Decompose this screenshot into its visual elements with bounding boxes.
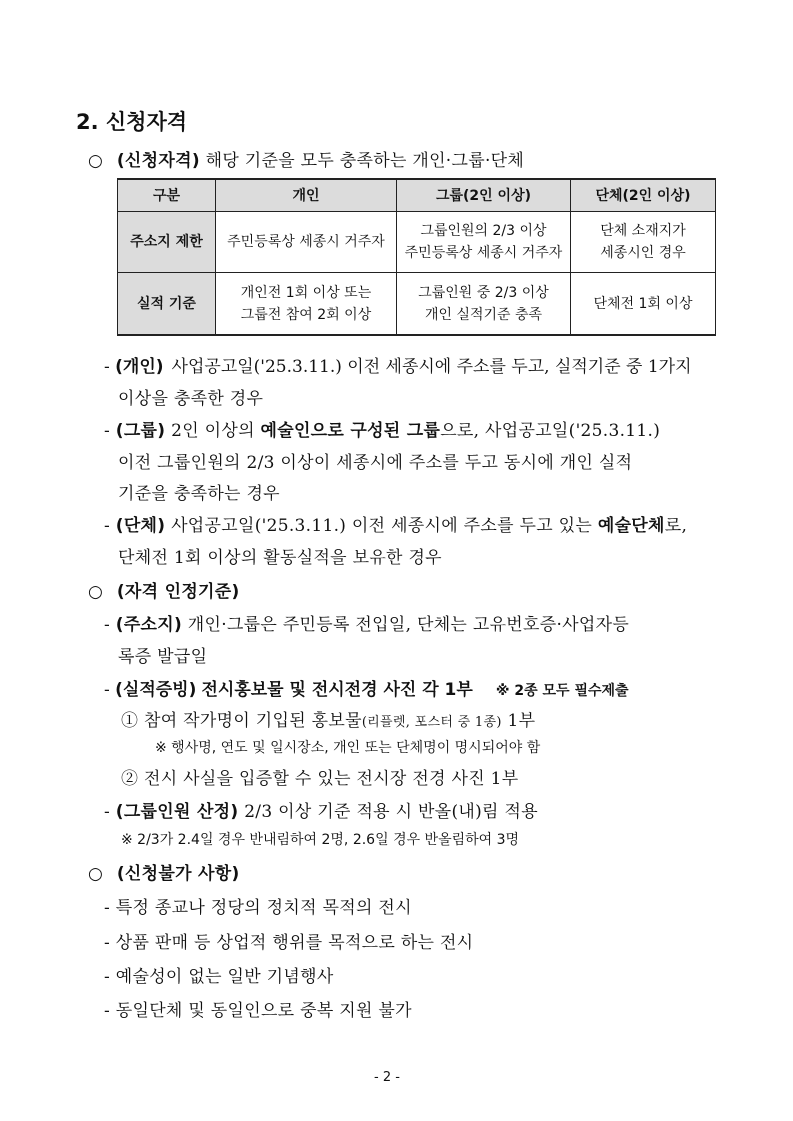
dash: -	[104, 802, 111, 822]
small-text: (리플렛, 포스터 중 1종)	[361, 715, 502, 730]
proof-note: ※ 2종 모두 필수제출	[495, 683, 629, 699]
table-header-cell: 그룹(2인 이상)	[397, 179, 571, 212]
cell-line: 개인전 1회 이상 또는	[240, 284, 372, 301]
section-heading: 2. 신청자격	[76, 110, 188, 134]
cell-line: 그룹인원의 2/3 이상	[420, 223, 547, 239]
text: 상품 판매 등 상업적 행위를 목적으로 하는 전시	[115, 933, 474, 953]
proof-item-1	[121, 706, 535, 731]
proof-item-2	[121, 764, 519, 789]
organization-line-2: 단체전 1회 이상의 활동실적을 보유한 경우	[118, 548, 442, 568]
circled-number: ①	[121, 711, 139, 731]
criteria-heading	[88, 577, 240, 602]
text: 1부	[507, 711, 536, 731]
address-block	[104, 610, 716, 667]
dash: -	[104, 421, 111, 441]
table-header-cell: 단체(2인 이상)	[571, 179, 716, 212]
proof-item-1-note: ※ 행사명, 연도 및 일시장소, 개인 또는 단체명이 명시되어야 함	[155, 740, 541, 756]
cell-line: 단체 소재지가	[600, 223, 686, 239]
eligibility-table	[117, 178, 716, 336]
proof-title: 전시홍보물 및 전시전경 사진 각 1부	[201, 680, 473, 700]
text: 참여 작가명이 기입된 홍보물	[144, 711, 362, 731]
table-cell	[216, 212, 397, 273]
dash: -	[104, 357, 110, 377]
table-cell	[571, 212, 716, 273]
address-line-1	[104, 610, 716, 636]
row-label: 주소지 제한	[118, 212, 216, 273]
text: 예술성이 없는 일반 기념행사	[115, 967, 334, 987]
individual-block	[104, 352, 716, 409]
member-count-line	[104, 797, 538, 822]
member-count-note: ※ 2/3가 2.4일 경우 반내림하여 2명, 2.6일 경우 반올림하여 3명	[121, 832, 520, 848]
cell-line: 개인 실적기준 충족	[424, 306, 543, 323]
criteria-label: (자격 인정기준)	[116, 582, 240, 602]
cell-line: 주민등록상 세종시 거주자	[227, 234, 385, 250]
table-cell	[397, 212, 571, 273]
eligibility-line	[88, 146, 524, 171]
table-row-record	[118, 273, 716, 336]
organization-label: (단체)	[115, 516, 166, 536]
proof-label: (실적증빙)	[115, 680, 197, 700]
individual-text-1	[172, 352, 716, 378]
table-cell	[216, 273, 397, 336]
dash: -	[104, 1001, 111, 1021]
group-block	[104, 416, 716, 504]
emphasis-text: 예술인으로 구성된 그룹	[260, 421, 441, 441]
dash: -	[104, 933, 111, 953]
circled-number: ②	[121, 769, 139, 789]
individual-line-1	[104, 352, 716, 378]
dash: -	[104, 967, 111, 987]
table-header-row	[118, 179, 716, 212]
table-row-address	[118, 212, 716, 273]
text: 사업공고일('25.3.11.) 이전 세종시에 주소를 두고, 실적기준 중 1가지	[171, 357, 692, 377]
dash: -	[104, 898, 111, 918]
page-number: - 2 -	[374, 1070, 400, 1085]
cell-line: 단체전 1회 이상	[593, 295, 693, 312]
cell-line: 그룹인원 중 2/3 이상	[418, 284, 549, 301]
cell-line: 세종시인 경우	[600, 245, 686, 261]
cell-line: 주민등록상 세종시 거주자	[404, 245, 563, 261]
group-line-3: 기준을 충족하는 경우	[118, 484, 280, 504]
eligibility-text: 해당 기준을 모두 충족하는 개인·그룹·단체	[205, 151, 525, 171]
cell-line: 그룹전 참여 2회 이상	[240, 306, 372, 323]
ineligible-item	[104, 893, 412, 918]
row-label: 실적 기준	[118, 273, 216, 336]
dash: -	[104, 680, 111, 700]
text: 개인·그룹은 주민등록 전입일, 단체는 고유번호증·사업자등	[187, 615, 630, 635]
bullet-circle: ○	[88, 582, 104, 602]
address-label: (주소지)	[115, 615, 183, 635]
table-header-cell: 구분	[118, 179, 216, 212]
emphasis-text: 예술단체	[597, 516, 665, 536]
group-label: (그룹)	[115, 421, 166, 441]
organization-line-1	[104, 511, 716, 537]
dash: -	[104, 615, 111, 635]
individual-label: (개인)	[115, 357, 164, 377]
ineligible-item	[104, 962, 334, 987]
ineligible-item	[104, 928, 473, 953]
text: 2/3 이상 기준 적용 시 반올(내)림 적용	[244, 802, 538, 822]
text: 특정 종교나 정당의 정치적 목적의 전시	[115, 898, 412, 918]
table-header-cell: 개인	[216, 179, 397, 212]
text: 사업공고일('25.3.11.) 이전 세종시에 주소를 두고 있는	[171, 516, 593, 536]
organization-block	[104, 511, 716, 568]
text: 으로, 사업공고일('25.3.11.)	[440, 421, 661, 441]
address-line-2: 록증 발급일	[118, 647, 208, 667]
text: 전시 사실을 입증할 수 있는 전시장 전경 사진 1부	[144, 769, 519, 789]
text: 2인 이상의	[171, 421, 255, 441]
table-cell	[571, 273, 716, 336]
text: 동일단체 및 동일인으로 중복 지원 불가	[115, 1001, 412, 1021]
group-line-1	[104, 416, 716, 442]
dash: -	[104, 516, 111, 536]
group-line-2: 이전 그룹인원의 2/3 이상이 세종시에 주소를 두고 동시에 개인 실적	[118, 453, 633, 473]
ineligible-item	[104, 996, 412, 1021]
text: 로,	[664, 516, 688, 536]
bullet-circle: ○	[88, 151, 104, 171]
ineligible-heading	[88, 859, 240, 884]
ineligible-label: (신청불가 사항)	[116, 864, 240, 884]
member-count-label: (그룹인원 산정)	[115, 802, 239, 822]
proof-line	[104, 675, 629, 700]
eligibility-label: (신청자격)	[116, 151, 200, 171]
bullet-circle: ○	[88, 864, 104, 884]
individual-line-2: 이상을 충족한 경우	[118, 389, 264, 409]
table-cell	[397, 273, 571, 336]
